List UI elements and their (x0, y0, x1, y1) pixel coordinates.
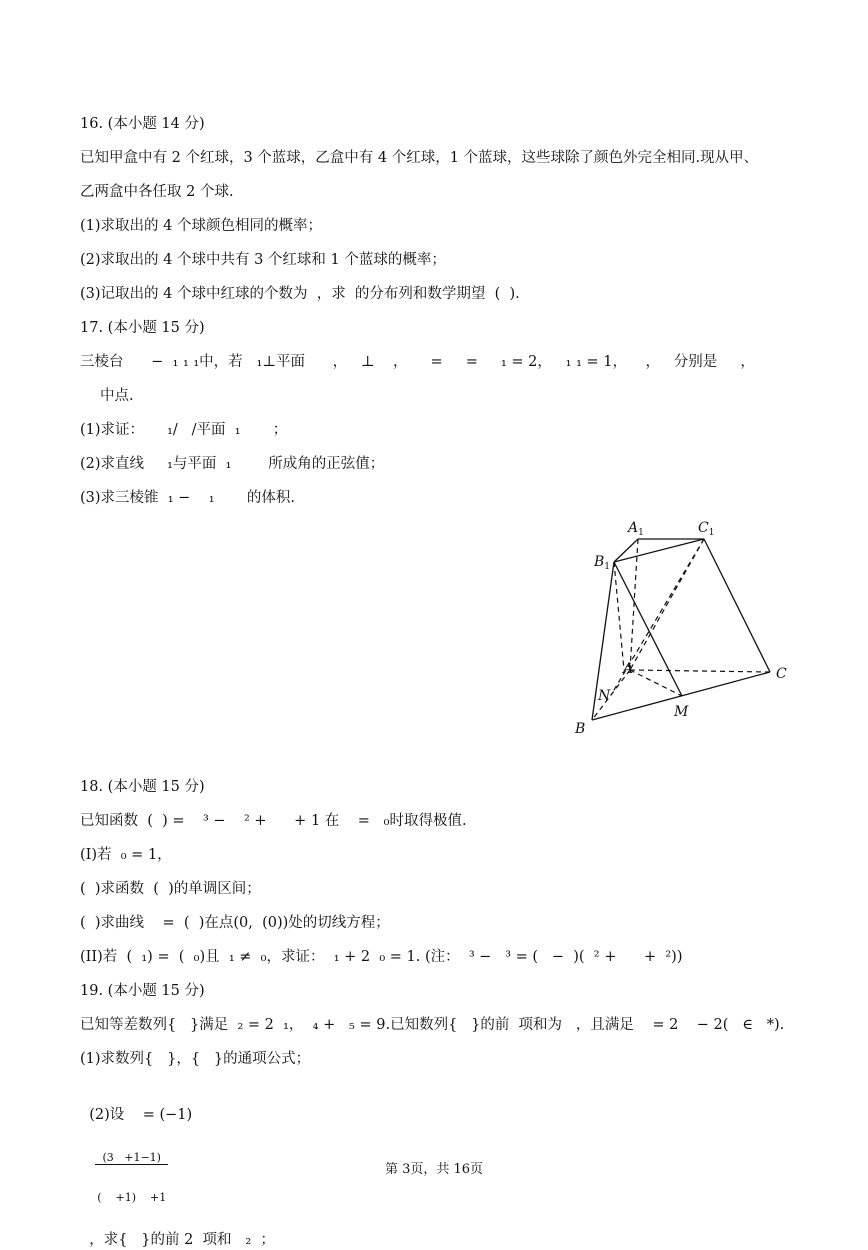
frustum-figure (570, 510, 800, 750)
q18-part2: (II)若 ( ₁) = ( ₀)且 ₁ ≠ ₀，求证： ₁ + 2 ₀ = 1. (注： ³ − ³ = ( − )( ² + + ²)) (80, 949, 683, 965)
q19-fraction-denominator: ( +1) +1 (97, 1191, 167, 1204)
edge-ac (630, 670, 770, 672)
edge-am (630, 670, 682, 696)
q19-part2-prefix: (2)设 = (−1) (89, 1107, 193, 1123)
q18-part1: (I)若 ₀ = 1， (80, 847, 172, 863)
q19-heading: 19. (本小题 15 分) (80, 983, 205, 999)
edge-a1a (630, 539, 638, 670)
q18-stem: 已知函数 ( ) = ³ − ² + + 1 在 = ₀时取得极值. (80, 813, 467, 829)
label-c1: $C_1$ (698, 520, 715, 538)
q18-part1-i: ( )求函数 ( )的单调区间； (80, 881, 261, 897)
edge-c1c (704, 539, 770, 672)
q19-part1: (1)求数列{ }，{ }的通项公式； (80, 1051, 311, 1067)
q19-part2-suffix: ，求{ }的前 2 项和 ₂ ； (89, 1232, 275, 1248)
label-m: M (674, 704, 689, 720)
q17-part1: (1)求证： ₁/ /平面 ₁ ； (80, 422, 288, 438)
q16-stem-line2: 乙两盒中各任取 2 个球. (80, 184, 234, 200)
q19-fraction (95, 1125, 168, 1230)
q16-heading: 16. (本小题 14 分) (80, 116, 205, 132)
q17-stem-line1: 三棱台 − ₁ ₁ ₁中，若 ₁⊥平面 ， ⊥ ， = = ₁ = 2， ₁ ₁ = 1， ， 分别是 ， (80, 354, 755, 370)
q18-heading: 18. (本小题 15 分) (80, 779, 205, 795)
q17-part2: (2)求直线 ₁与平面 ₁ 所成角的正弦值； (80, 456, 385, 472)
q17-part3: (3)求三棱锥 ₁ − ₁ 的体积. (80, 490, 295, 506)
q17-heading: 17. (本小题 15 分) (80, 320, 205, 336)
q16-part3: (3)记取出的 4 个球中红球的个数为 ，求 的分布列和数学期望 ( ). (80, 286, 520, 302)
q16-stem-line1: 已知甲盒中有 2 个红球，3 个蓝球，乙盒中有 4 个红球，1 个蓝球，这些球除了颜色外完全相同.现从甲、 (80, 150, 759, 166)
q19-stem: 已知等差数列{ }满足 ₂ = 2 ₁， ₄ + ₅ = 9.已知数列{ }的前 项和为 ，且满足 = 2 − 2( ∈ *). (80, 1017, 785, 1033)
label-n: N (598, 688, 611, 704)
page-footer: 第 3页，共 16页 (384, 1162, 484, 1177)
q17-stem-line2: 中点. (100, 388, 134, 404)
label-c: C (776, 666, 787, 682)
q16-part1: (1)求取出的 4 个球颜色相同的概率； (80, 218, 322, 234)
label-b: B (575, 721, 586, 737)
label-b1: $B_1$ (594, 554, 611, 572)
label-a1: $A_1$ (628, 520, 644, 538)
edge-b1c1 (614, 539, 704, 562)
q18-part1-ii: ( )求曲线 = ( )在点(0, (0))处的切线方程； (80, 915, 390, 931)
q19-fraction-numerator: (3 +1−1) (95, 1151, 168, 1165)
label-a: A (623, 661, 634, 677)
q16-part2: (2)求取出的 4 个球中共有 3 个红球和 1 个蓝球的概率； (80, 252, 446, 268)
